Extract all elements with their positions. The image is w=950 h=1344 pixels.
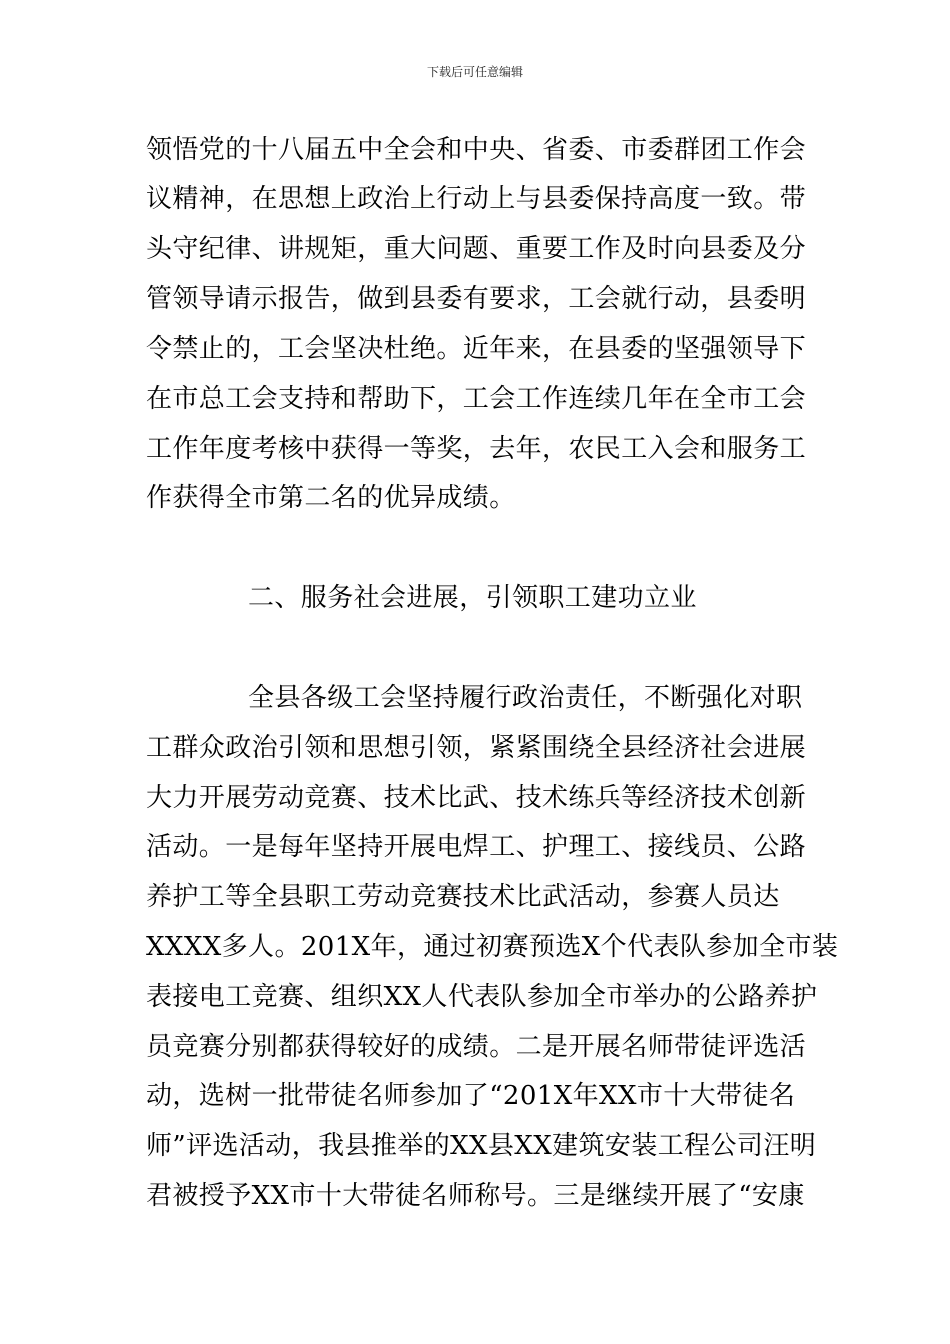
paragraph-line: 在市总工会支持和帮助下，工会工作连续几年在全市工会 [146, 384, 807, 414]
paragraph-line: 表接电工竞赛、组织XX人代表队参加全市举办的公路养护 [146, 982, 818, 1012]
paragraph-line: 动，选树一批带徒名师参加了“201X年XX市十大带徒名 [146, 1081, 796, 1111]
paragraph-line: 活动。一是每年坚持开展电焊工、护理工、接线员、公路 [146, 832, 807, 862]
page-header: 下载后可任意编辑 [426, 65, 523, 79]
paragraph-line: 君被授予XX市十大带徒名师称号。三是继续开展了“安康 [146, 1181, 805, 1211]
section-heading: 二、服务社会进展，引领职工建功立业 [248, 583, 697, 613]
paragraph-line: 作获得全市第二名的优异成绩。 [146, 483, 516, 513]
paragraph-line: XXXX多人。201X年，通过初赛预选X个代表队参加全市装 [146, 932, 839, 962]
paragraph-line: 师”评选活动，我县推举的XX县XX建筑安装工程公司汪明 [146, 1131, 817, 1161]
paragraph-line: 领悟党的十八届五中全会和中央、省委、市委群团工作会 [146, 135, 807, 165]
paragraph-line: 工作年度考核中获得一等奖，去年，农民工入会和服务工 [146, 434, 807, 464]
paragraph-line: 全县各级工会坚持履行政治责任，不断强化对职 [248, 683, 803, 713]
paragraph-line: 大力开展劳动竞赛、技术比武、技术练兵等经济技术创新 [146, 783, 807, 813]
paragraph-line: 管领导请示报告，做到县委有要求，工会就行动，县委明 [146, 284, 807, 314]
paragraph-line: 员竞赛分别都获得较好的成绩。二是开展名师带徒评选活 [146, 1032, 807, 1062]
paragraph-line: 议精神，在思想上政治上行动上与县委保持高度一致。带 [146, 184, 807, 214]
paragraph-line: 养护工等全县职工劳动竞赛技术比武活动，参赛人员达 [146, 882, 780, 912]
paragraph-line: 工群众政治引领和思想引领，紧紧围绕全县经济社会进展 [146, 733, 807, 763]
paragraph-line: 头守纪律、讲规矩，重大问题、重要工作及时向县委及分 [146, 234, 807, 264]
paragraph-line: 令禁止的，工会坚决杜绝。近年来，在县委的坚强领导下 [146, 334, 807, 364]
